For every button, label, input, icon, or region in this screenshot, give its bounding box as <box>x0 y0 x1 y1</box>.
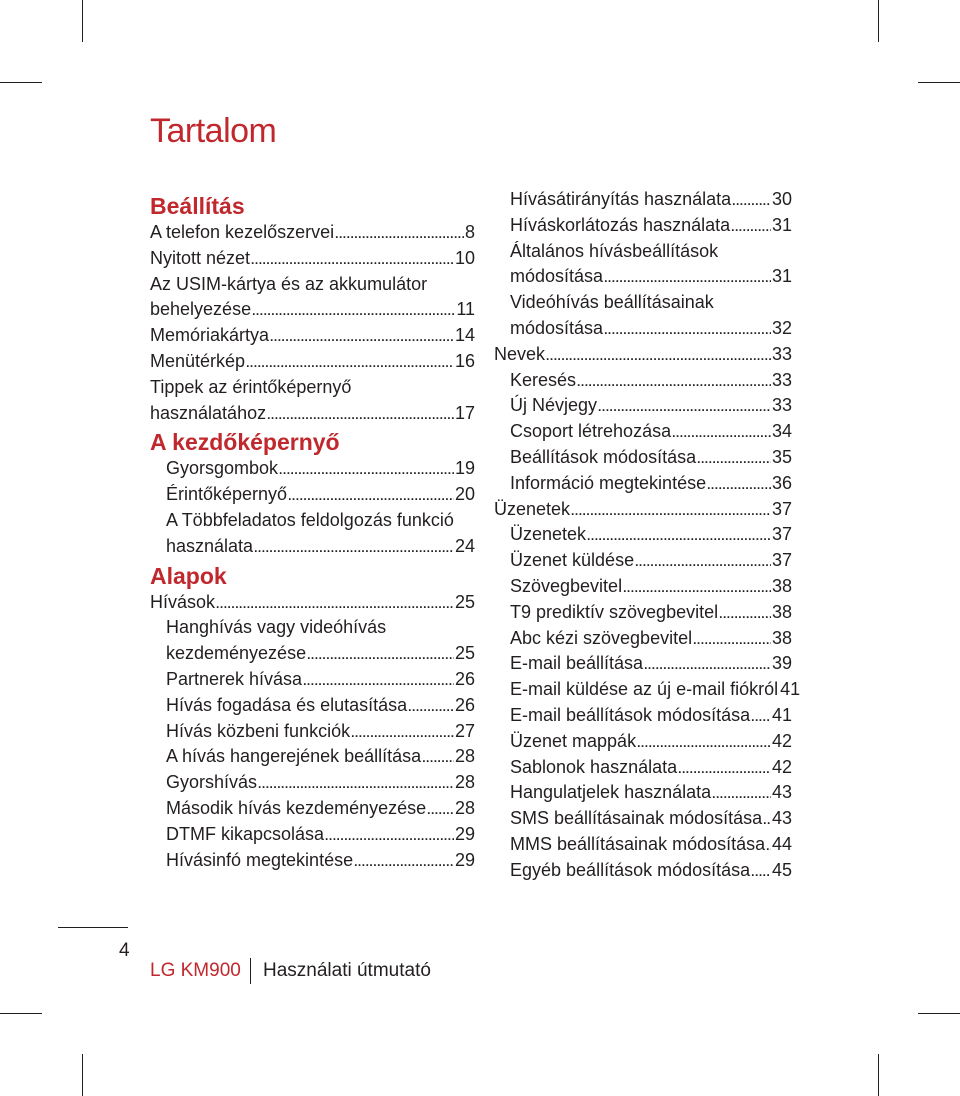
toc-entry-text: használatához <box>150 402 267 423</box>
dot-leader <box>335 222 464 248</box>
toc-page-number: 28 <box>454 772 475 793</box>
toc-page-number: 11 <box>456 299 475 320</box>
dot-leader <box>267 403 454 429</box>
toc-entry[interactable] <box>150 534 475 560</box>
dot-leader <box>571 499 771 525</box>
toc-page-number: 26 <box>454 694 475 715</box>
toc-entry[interactable] <box>494 548 792 574</box>
crop-mark <box>0 1013 42 1014</box>
toc-entry-text: Hanghívás vagy videóhívás <box>166 617 387 638</box>
dot-leader <box>697 447 771 473</box>
toc-entry-text: Memóriakártya <box>150 325 270 346</box>
dot-leader <box>623 576 771 602</box>
toc-entry-text: Egyéb beállítások módosítása <box>510 859 751 880</box>
dot-leader <box>408 695 454 721</box>
dot-leader <box>251 248 454 274</box>
toc-entry-text: MMS beállításainak módosítása <box>510 833 766 854</box>
toc-entry-text: Nevek <box>494 343 546 364</box>
toc-entry-text: Abc kézi szövegbevitel <box>510 627 693 648</box>
toc-entry-text: Hívás közbeni funkciók <box>166 720 351 741</box>
crop-mark <box>0 82 42 83</box>
toc-entry[interactable] <box>150 272 475 298</box>
footer-guide-title: Használati útmutató <box>263 960 431 981</box>
dot-leader <box>587 524 771 550</box>
toc-page-number: 42 <box>771 756 792 777</box>
toc-entry-text: Videóhívás beállításainak <box>510 292 714 313</box>
toc-entry-text: módosítása <box>510 317 604 338</box>
crop-mark <box>82 0 83 42</box>
toc-entry[interactable] <box>494 368 792 394</box>
toc-page-number: 25 <box>454 591 475 612</box>
toc-entry-text: Üzenetek <box>510 524 587 545</box>
page-title: Tartalom <box>150 112 277 150</box>
toc-entry[interactable] <box>150 482 475 508</box>
toc-page-number: 41 <box>780 679 801 700</box>
toc-page-number: 33 <box>771 343 792 364</box>
toc-page-number: 14 <box>454 325 475 346</box>
dot-leader <box>307 643 454 669</box>
dot-leader <box>598 395 771 421</box>
toc-entry[interactable] <box>150 615 475 641</box>
toc-page-number: 29 <box>454 823 475 844</box>
toc-entry-text: Menütérkép <box>150 350 246 371</box>
dot-leader <box>731 215 771 241</box>
toc-left-column <box>150 190 475 873</box>
crop-mark <box>82 1054 83 1096</box>
toc-page-number: 34 <box>771 421 792 442</box>
page-number: 4 <box>119 940 130 961</box>
dot-leader <box>546 344 771 370</box>
toc-page-number: 33 <box>771 395 792 416</box>
toc-entry[interactable] <box>150 401 475 427</box>
toc-entry-text: használata <box>166 535 254 556</box>
dot-leader <box>604 266 771 292</box>
toc-page-number: 26 <box>454 668 475 689</box>
toc-entry-text: Hívásátirányítás használata <box>510 189 732 209</box>
toc-page-number: 37 <box>771 550 792 571</box>
toc-entry[interactable] <box>494 290 792 316</box>
crop-mark <box>918 82 960 83</box>
toc-entry-text: Beállítások módosítása <box>510 446 697 467</box>
toc-entry[interactable] <box>494 651 792 677</box>
toc-entry[interactable] <box>150 323 475 349</box>
toc-page-number: 8 <box>464 222 475 242</box>
toc-entry-text: Üzenet küldése <box>510 550 635 571</box>
toc-entry-text: Szövegbevitel <box>510 575 623 596</box>
dot-leader <box>422 746 454 772</box>
toc-entry-text: Sablonok használata <box>510 756 678 777</box>
dot-leader <box>644 653 771 679</box>
toc-entry[interactable] <box>150 667 475 693</box>
toc-entry-text: Gyorshívás <box>166 772 258 793</box>
dot-leader <box>216 592 454 618</box>
toc-entry-text: Üzenet mappák <box>510 730 637 751</box>
dot-leader <box>577 370 771 396</box>
toc-entry-text: A hívás hangerejének beállítása <box>166 746 422 767</box>
toc-page-number: 36 <box>771 472 792 493</box>
toc-entry[interactable] <box>150 848 475 874</box>
toc-page-number: 38 <box>771 627 792 648</box>
toc-page-number: 31 <box>771 214 792 235</box>
toc-entry-text: Gyorsgombok <box>166 458 279 479</box>
toc-page-number: 42 <box>771 730 792 751</box>
toc-entry[interactable] <box>494 806 792 832</box>
dot-leader <box>325 824 454 850</box>
dot-leader <box>693 628 771 654</box>
toc-entry-text: Új Névjegy <box>510 395 598 416</box>
toc-page-number: 44 <box>771 833 792 854</box>
toc-entry[interactable] <box>150 508 475 534</box>
toc-entry-text: Információ megtekintése <box>510 472 707 493</box>
toc-entry[interactable] <box>494 522 792 548</box>
footer-rule <box>58 927 128 928</box>
toc-page-number: 10 <box>454 247 475 268</box>
toc-page-number: 31 <box>771 266 792 287</box>
toc-page-number: 33 <box>771 369 792 390</box>
toc-entry-text: Az USIM-kártya és az akkumulátor <box>150 273 428 294</box>
toc-page-number: 19 <box>454 458 475 479</box>
toc-entry[interactable] <box>494 729 792 755</box>
toc-page-number: 30 <box>771 189 792 209</box>
toc-entry[interactable] <box>494 703 792 729</box>
footer-brand: LG KM900 <box>150 960 241 981</box>
toc-entry-text: T9 prediktív szövegbevitel <box>510 601 719 622</box>
toc-entry[interactable] <box>150 744 475 770</box>
toc-entry-text: Hívások <box>150 591 216 612</box>
toc-entry-text: kezdeményezése <box>166 643 307 664</box>
toc-page-number: 41 <box>771 704 792 725</box>
toc-section-title: Alapok <box>150 562 227 589</box>
toc-entry-text: A Többfeladatos feldolgozás funkció <box>166 509 454 530</box>
toc-page-number: 16 <box>454 350 475 371</box>
dot-leader <box>246 351 454 377</box>
toc-entry-text: SMS beállításainak módosítása <box>510 808 763 829</box>
toc-entry[interactable] <box>494 677 801 703</box>
dot-leader <box>604 318 771 344</box>
toc-page-number: 32 <box>771 317 792 338</box>
dot-leader <box>354 850 454 876</box>
footer-separator <box>250 958 251 984</box>
toc-entry[interactable] <box>494 755 792 781</box>
toc-entry[interactable] <box>150 822 475 848</box>
dot-leader <box>254 536 454 562</box>
toc-entry[interactable] <box>494 626 792 652</box>
dot-leader <box>258 772 454 798</box>
toc-page-number: 20 <box>454 484 475 505</box>
crop-mark <box>918 1013 960 1014</box>
toc-page-number: 27 <box>454 720 475 741</box>
dot-leader <box>712 782 771 808</box>
toc-entry[interactable] <box>494 497 792 523</box>
toc-entry-text: DTMF kikapcsolása <box>166 823 325 844</box>
toc-entry-text: Híváskorlátozás használata <box>510 214 731 235</box>
dot-leader <box>635 550 771 576</box>
toc-entry[interactable] <box>150 590 475 616</box>
toc-page-number: 43 <box>771 808 792 829</box>
toc-entry[interactable] <box>494 419 792 445</box>
toc-entry-text: Általános hívásbeállítások <box>510 240 719 261</box>
dot-leader <box>427 798 454 824</box>
dot-leader <box>637 731 771 757</box>
toc-entry-text: Csoport létrehozása <box>510 421 672 442</box>
dot-leader <box>252 299 455 325</box>
toc-page-number: 45 <box>771 859 792 880</box>
toc-entry-text: Hívás fogadása és elutasítása <box>166 694 408 715</box>
toc-section-title: A kezdőképernyő <box>150 429 340 456</box>
toc-entry-text: E-mail beállítások módosítása <box>510 704 751 725</box>
toc-entry[interactable] <box>150 349 475 375</box>
toc-entry-text: Hívásinfó megtekintése <box>166 849 354 870</box>
toc-entry[interactable] <box>150 375 475 401</box>
toc-entry[interactable] <box>494 393 792 419</box>
toc-page-number: 39 <box>771 653 792 674</box>
toc-page-number: 37 <box>771 524 792 545</box>
toc-entry[interactable] <box>150 456 475 482</box>
toc-entry[interactable] <box>494 832 792 858</box>
crop-mark <box>878 1054 879 1096</box>
toc-page-number: 28 <box>454 746 475 767</box>
toc-page-number: 37 <box>771 498 792 519</box>
dot-leader <box>672 421 771 447</box>
toc-entry[interactable] <box>494 445 792 471</box>
dot-leader <box>270 325 454 351</box>
toc-entry[interactable] <box>494 213 792 239</box>
toc-entry[interactable] <box>494 574 792 600</box>
toc-right-column <box>494 187 801 884</box>
toc-entry-text: módosítása <box>510 266 604 287</box>
dot-leader <box>719 602 771 628</box>
toc-entry[interactable] <box>150 693 475 719</box>
dot-leader <box>732 189 771 215</box>
toc-entry[interactable] <box>494 239 792 265</box>
toc-entry-text: E-mail beállítása <box>510 653 644 674</box>
toc-entry[interactable] <box>494 264 792 290</box>
toc-entry-text: Tippek az érintőképernyő <box>150 376 352 397</box>
toc-page-number: 38 <box>771 575 792 596</box>
toc-entry[interactable] <box>150 719 475 745</box>
toc-entry-text: Érintőképernyő <box>166 484 288 505</box>
toc-entry[interactable] <box>494 316 792 342</box>
toc-page-number: 17 <box>454 402 475 423</box>
toc-entry-text: A telefon kezelőszervei <box>150 222 335 242</box>
dot-leader <box>279 458 454 484</box>
toc-entry-text: E-mail küldése az új e-mail fiókról <box>510 679 779 700</box>
toc-page-number: 28 <box>454 797 475 818</box>
toc-entry-text: Második hívás kezdeményezése <box>166 797 427 818</box>
dot-leader <box>763 808 771 834</box>
toc-entry[interactable] <box>150 796 475 822</box>
toc-entry-text: Nyitott nézet <box>150 247 251 268</box>
toc-entry-text: Keresés <box>510 369 577 390</box>
toc-entry-text: Partnerek hívása <box>166 668 303 689</box>
dot-leader <box>751 860 771 886</box>
toc-entry-text: behelyezése <box>150 299 252 320</box>
dot-leader <box>288 484 454 510</box>
toc-page-number: 43 <box>771 782 792 803</box>
toc-entry[interactable] <box>150 641 475 667</box>
toc-entry[interactable] <box>494 600 792 626</box>
crop-mark <box>878 0 879 42</box>
toc-entry[interactable] <box>150 770 475 796</box>
dot-leader <box>351 721 454 747</box>
toc-page-number: 29 <box>454 849 475 870</box>
dot-leader <box>751 705 771 731</box>
toc-entry[interactable] <box>494 342 792 368</box>
toc-entry[interactable] <box>150 220 475 246</box>
toc-entry-text: Hangulatjelek használata <box>510 782 712 803</box>
toc-entry[interactable] <box>150 297 475 323</box>
dot-leader <box>303 669 454 695</box>
toc-entry[interactable] <box>150 246 475 272</box>
toc-entry[interactable] <box>494 780 792 806</box>
dot-leader <box>766 834 771 860</box>
toc-entry[interactable] <box>494 187 792 213</box>
toc-section-title: Beállítás <box>150 193 245 219</box>
toc-page-number: 38 <box>771 601 792 622</box>
dot-leader <box>678 757 771 783</box>
dot-leader <box>707 473 771 499</box>
toc-page-number: 35 <box>771 446 792 467</box>
toc-entry[interactable] <box>494 858 792 884</box>
toc-page-number: 25 <box>454 643 475 664</box>
toc-entry[interactable] <box>494 471 792 497</box>
toc-page-number: 24 <box>454 535 475 556</box>
toc-entry-text: Üzenetek <box>494 498 571 519</box>
